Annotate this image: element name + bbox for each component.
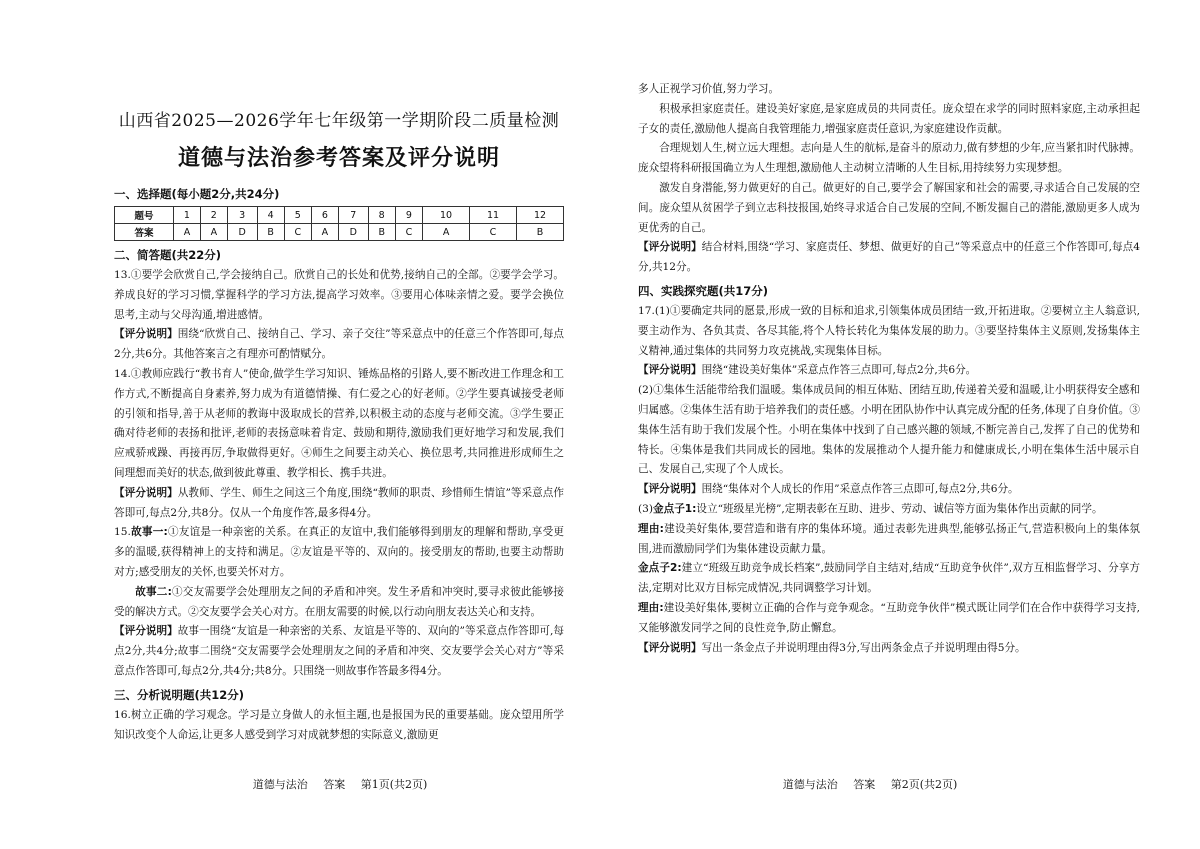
- table-cell: 11: [470, 207, 517, 224]
- note-text: 从教师、学生、师生之间这三个角度,围绕“教师的职责、珍惜师生情谊”等采意点作答即可,每点2分,共8分。仅从一个角度作答,最多得4分。: [114, 486, 564, 519]
- idea2-label: 金点子2:: [638, 562, 682, 575]
- note-text: 围绕“集体对个人成长的作用”采意点作答三点即可,每点2分,共6分。: [701, 483, 1019, 496]
- q16-note: [638, 238, 1140, 278]
- note-tag: 【评分说明】: [114, 328, 178, 341]
- footer-subject: 道德与法治: [252, 778, 308, 791]
- table-cell: A: [423, 224, 470, 241]
- footer-kind: 答案: [323, 778, 346, 791]
- table-cell: 9: [395, 207, 422, 224]
- table-cell: C: [284, 224, 311, 241]
- footer-page: 第2页(共2页): [890, 778, 958, 791]
- table-cell: A: [174, 224, 201, 241]
- q14-answer: 14.①教师应践行“教书育人”使命,做学生学习知识、锤炼品格的引路人,要不断改进工作理念和工作方式,不断提高自身素养,努力成为有道德情操、有仁爱之心的好老师。②学生要真诚接受老师的引领和指导,善于从老师的教诲中汲取成长的营养,以积极主动的态度与老师交流。③学生要正确对待老师的表扬和批评,老师的表扬意味着肯定、鼓励和期待,激励我们更好地学习和发展,我们应戒骄戒躁、再接再厉,争取做得更好。④师生之间要主动关心、换位思考,共同推进形成师生之间理想而美好的状态,做到彼此尊重、教学相长、携手共进。: [114, 367, 564, 479]
- q13-answer: 13.①要学会欣赏自己,学会接纳自己。欣赏自己的长处和优势,接纳自己的全部。②要学会学习。养成良好的学习习惯,掌握科学的学习方法,提高学习效率。③要用心体味亲情之爱。要学会换位思考,主动与父母沟通,增进感情。: [114, 269, 564, 321]
- row-label-numbers: 题号: [115, 207, 174, 224]
- note-text: 围绕“欣赏自己、接纳自己、学习、亲子交往”等采意点中的任意三个作答即可,每点2分,共6分。其他答案言之有理亦可酌情赋分。: [114, 328, 564, 361]
- table-cell: 10: [423, 207, 470, 224]
- section-4-title: 四、实践探究题(共17分): [638, 283, 769, 298]
- reason1-text: 建设美好集体,要营造和谐有序的集体环境。通过表彰先进典型,能够弘扬正气,营造积极向上的集体氛围,进而激励同学们为集体建设贡献力量。: [638, 522, 1140, 555]
- note-tag: 【评分说明】: [638, 364, 702, 377]
- q16-para-2: 积极承担家庭责任。建设美好家庭,是家庭成员的共同责任。庞众望在求学的同时照料家庭,主动承担起子女的责任,激励他人提高自我管理能力,增强家庭责任意识,为家庭建设作贡献。: [638, 102, 1140, 135]
- q17-part1-note: [638, 361, 1140, 381]
- table-cell: 2: [200, 207, 227, 224]
- table-cell: 12: [516, 207, 563, 224]
- story1-label: 故事一:: [130, 526, 168, 539]
- note-tag: 【评分说明】: [114, 625, 178, 638]
- footer-kind: 答案: [853, 778, 876, 791]
- story1-text: ①友谊是一种亲密的关系。在真正的友谊中,我们能够得到朋友的理解和帮助,享受更多的温暖,获得精神上的支持和满足。②友谊是平等的、双向的。接受朋友的帮助,也要主动帮助对方;感受朋友的关怀,也要关怀对方。: [114, 526, 564, 578]
- q16-para-3: 合理规划人生,树立远大理想。志向是人生的航标,是奋斗的原动力,做有梦想的少年,应当紧扣时代脉搏。庞众望将科研报国确立为人生理想,激励他人主动树立清晰的人生目标,用持续努力实现梦想。: [638, 142, 1140, 175]
- story2-label: 故事二:: [135, 585, 172, 598]
- note-text: 围绕“建设美好集体”采意点作答三点即可,每点2分,共6分。: [701, 364, 977, 377]
- q15-story1: 15.故事一:①友谊是一种亲密的关系。在真正的友谊中,我们能够得到朋友的理解和帮助,享受更多的温暖,获得精神上的支持和满足。②友谊是平等的、双向的。接受朋友的帮助,也要主动帮助对方;感受朋友的关怀,也要关怀对方。: [114, 526, 564, 578]
- q14-note: [114, 484, 564, 524]
- q17-part2: (2)①集体生活能带给我们温暖。集体成员间的相互体贴、团结互助,传递着关爱和温暖,让小明获得安全感和归属感。②集体生活有助于培养我们的责任感。小明在团队协作中认真完成分配的任务,体现了自身价值。③集体生活有助于我们发展个性。小明在集体中找到了自己感兴趣的领域,不断完善自己,发挥了自己的优势和特长。④集体是我们共同成长的园地。集体的发展推动个人提升能力和健康成长,小明在集体生活中展示自己、发展自己,实现了个人成长。: [638, 384, 1140, 476]
- table-cell: 1: [174, 207, 201, 224]
- table-cell: 7: [338, 207, 368, 224]
- section-3-title: 三、分析说明题(共12分): [114, 687, 245, 702]
- table-cell: B: [257, 224, 284, 241]
- exam-title: 山西省2025—2026学年七年级第一学期阶段二质量检测: [118, 111, 560, 131]
- q16-answer-cont: 多人正视学习价值,努力学习。: [638, 83, 780, 95]
- idea1-label: 金点子1:: [653, 502, 697, 515]
- q17-part3-note: [638, 639, 1140, 659]
- idea2-text: 建立“班级互助竞争成长档案”,鼓励同学自主结对,结成“互助竞争伙伴”,双方互相监督学习、分享方法,定期对比双方目标完成情况,共同调整学习计划。: [638, 562, 1141, 595]
- note-text: 故事一围绕“友谊是一种亲密的关系、友谊是平等的、双向的”等采意点作答即可,每点2分,共4分;故事二围绕“交友需要学会处理朋友之间的矛盾和冲突、交友要学会关心对方”等采意点作答即可,每点2分,共4分;共8分。只围绕一则故事作答最多得4分。: [114, 625, 564, 677]
- footer-page: 第1页(共2页): [360, 778, 428, 791]
- q17-part3-reason1: [638, 520, 1140, 560]
- table-cell: D: [338, 224, 368, 241]
- footer-right: [570, 776, 1170, 792]
- reason2-text: 建设美好集体,要树立正确的合作与竞争观念。“互助竞争伙伴”模式既让同学们在合作中获得学习支持,又能够激发同学之间的良性竞争,防止懈怠。: [638, 601, 1140, 634]
- note-tag: 【评分说明】: [638, 241, 702, 254]
- table-cell: B: [516, 224, 563, 241]
- table-cell: 8: [368, 207, 395, 224]
- note-text: 结合材料,围绕“学习、家庭责任、梦想、做更好的自己”等采意点中的任意三个作答即可,每点4分,共12分。: [638, 241, 1140, 274]
- reason-label: 理由:: [638, 601, 664, 614]
- story2-text: ①交友需要学会处理朋友之间的矛盾和冲突。发生矛盾和冲突时,要寻求彼此能够接受的解决方式。②交友要学会关心对方。在朋友需要的时候,以行动向朋友表达关心和支持。: [114, 585, 564, 618]
- row-label-answers: 答案: [115, 224, 174, 241]
- answer-table: [114, 206, 564, 241]
- table-cell: 4: [257, 207, 284, 224]
- table-row-answers: [115, 224, 564, 241]
- footer-subject: 道德与法治: [782, 778, 838, 791]
- q17-part3-idea1: [638, 500, 1140, 520]
- q13-note: [114, 325, 564, 365]
- table-cell: A: [200, 224, 227, 241]
- section-2-title: 二、简答题(共22分): [114, 248, 222, 262]
- q17-part1: 17.(1)①要确定共同的愿景,形成一致的目标和追求,引领集体成员团结一致,开拓进取。②要树立主人翁意识,要主动作为、各负其责、各尽其能,将个人特长转化为集体发展的助力。③要坚持集体主义原则,发扬集体主义精神,通过集体的共同努力攻克挑战,实现集体目标。: [638, 304, 1140, 357]
- table-cell: A: [311, 224, 338, 241]
- q17-part3-idea2: [638, 559, 1140, 599]
- q15-note: [114, 622, 564, 681]
- reason-label: 理由:: [638, 522, 664, 535]
- q15-story2: [114, 583, 564, 623]
- q16-para-4: 激发自身潜能,努力做更好的自己。做更好的自己,要学会了解国家和社会的需要,寻求适合自己发展的空间。庞众望从贫困学子到立志科技报国,始终寻求适合自己发展的空间,不断发掘自己的潜能,激励更多人成为更优秀的自己。: [638, 181, 1140, 234]
- note-tag: 【评分说明】: [638, 483, 702, 496]
- part3-prefix: (3): [638, 502, 654, 515]
- section-1-title: 一、选择题(每小题2分,共24分): [114, 187, 280, 201]
- note-text: 写出一条金点子并说明理由得3分,写出两条金点子并说明理由得5分。: [701, 641, 1026, 654]
- table-cell: 6: [311, 207, 338, 224]
- q17-part3-reason2: [638, 599, 1140, 639]
- table-cell: C: [470, 224, 517, 241]
- table-cell: 3: [227, 207, 257, 224]
- q16-answer-start: 16.树立正确的学习观念。学习是立身做人的永恒主题,也是报国为民的重要基础。庞众望用所学知识改变个人命运,让更多人感受到学习对成就梦想的实际意义,激励更: [114, 708, 564, 741]
- table-cell: D: [227, 224, 257, 241]
- q17-part2-note: [638, 480, 1140, 500]
- table-row-numbers: [115, 207, 564, 224]
- table-cell: C: [395, 224, 422, 241]
- table-cell: 5: [284, 207, 311, 224]
- doc-title: 道德与法治参考答案及评分说明: [177, 146, 500, 171]
- note-tag: 【评分说明】: [638, 641, 702, 654]
- note-tag: 【评分说明】: [114, 486, 178, 499]
- idea1-text: 设立“班级星光榜”,定期表彰在互助、进步、劳动、诚信等方面为集体作出贡献的同学。: [696, 502, 1103, 515]
- table-cell: B: [368, 224, 395, 241]
- page-right: [600, 0, 1200, 849]
- footer-left: [40, 776, 640, 792]
